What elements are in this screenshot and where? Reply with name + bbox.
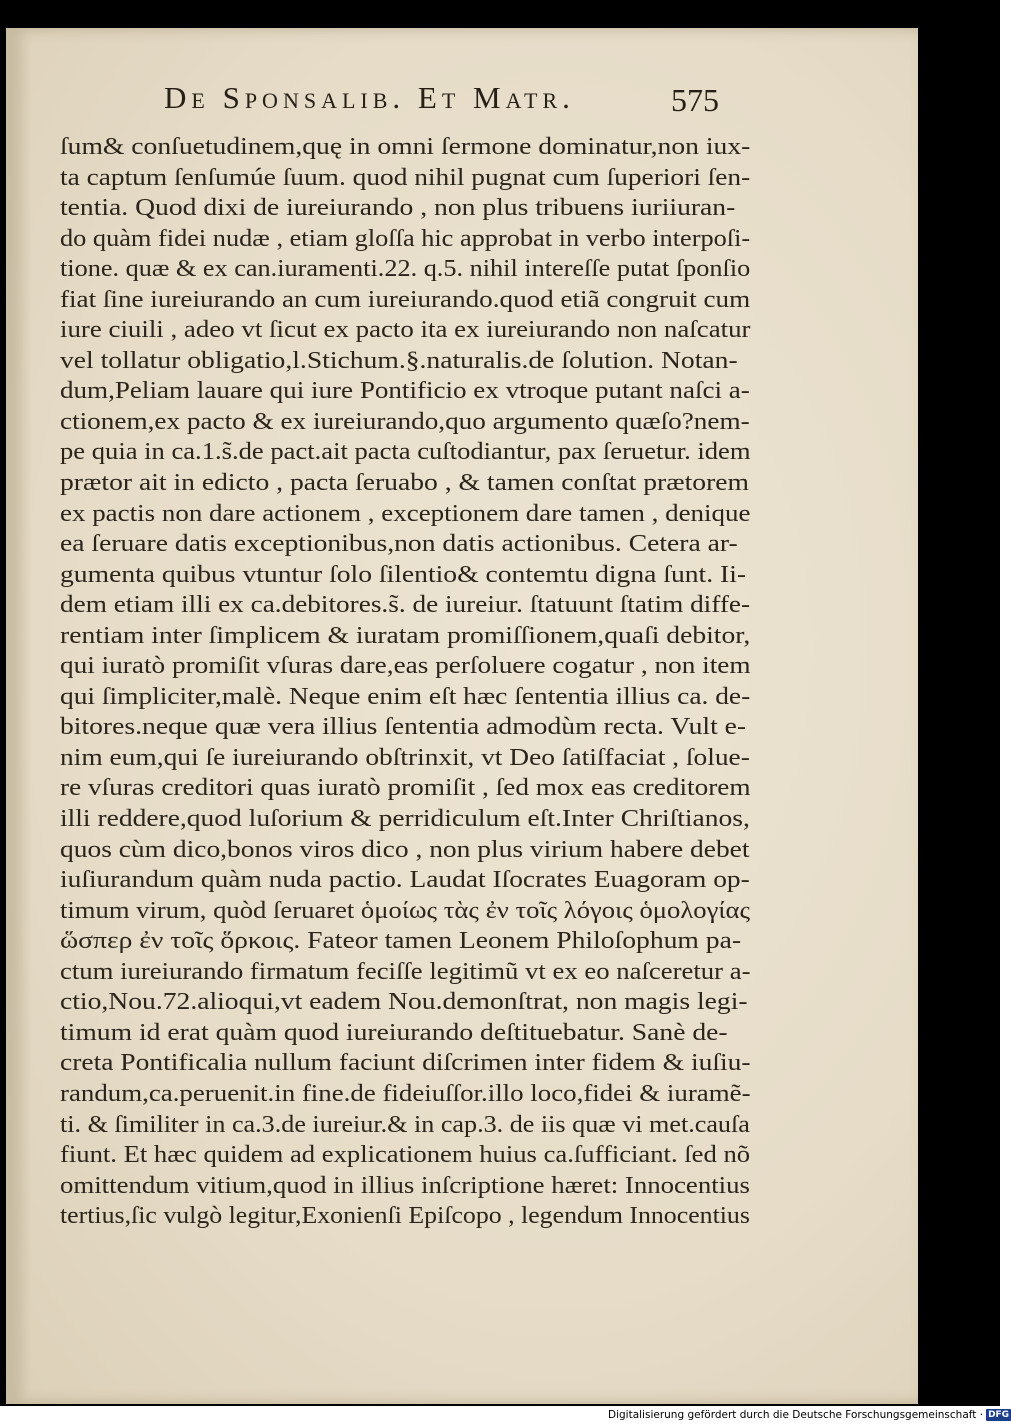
- text-block: [60, 132, 750, 1232]
- text-line: tentia. Quod dixi de iureiurando , non plus tribuens iuriiuran-: [60, 195, 736, 222]
- text-line: timum id erat quàm quod iureiurando deſtituebatur. Sanè de-: [60, 1019, 728, 1046]
- text-line: omittendum vitium,quod in illius inſcriptione hæret: Innocentius: [60, 1172, 750, 1199]
- text-line: prætor ait in edicto , pacta ſeruabo , & tamen conſtat prætorem: [60, 470, 750, 497]
- text-line: dem etiam illi ex ca.debitores.s̃. de iureiur. ſtatuunt ſtatim diffe-: [60, 592, 751, 619]
- dfg-logo-icon: DFG: [988, 1410, 1010, 1420]
- text-line: pe quia in ca.1.s̃.de pact.ait pacta cuſtodiantur, pax ſeruetur. idem: [60, 439, 751, 466]
- text-line: rentiam inter ſimplicem & iuratam promiſſionem,quaſi debitor,: [60, 622, 751, 649]
- text-line: qui iuratò promiſit vſuras dare,eas perſoluere cogatur , non item: [60, 653, 751, 680]
- text-line: ea ſeruare datis exceptionibus,non datis actionibus. Cetera ar-: [60, 531, 738, 558]
- text-line: illi reddere,quod luſorium & perridiculum eſt.Inter Chriſtianos,: [60, 806, 750, 833]
- book-page: [6, 28, 918, 1404]
- footer-credit: [608, 1409, 1011, 1421]
- text-line: iure ciuili , adeo vt ſicut ex pacto ita ex iureiurando non naſcatur: [60, 317, 751, 344]
- text-line: ctio,Nou.72.alioqui,vt eadem Nou.demonſtrat, non magis legi-: [60, 989, 748, 1016]
- text-line: iuſiurandum quàm nuda pactio. Laudat Iſocrates Euagoram op-: [60, 867, 750, 894]
- footer-text: Digitalisierung gefördert durch die Deutsche Forschungsgemeinschaft ·: [608, 1409, 984, 1421]
- text-line: ctum iureiurando firmatum feciſſe legitimũ vt ex eo naſceretur a-: [60, 958, 751, 985]
- text-line: dum,Peliam lauare qui iure Pontificio ex vtroque putant naſci a-: [60, 378, 750, 405]
- text-line: fiunt. Et hæc quidem ad explicationem huius ca.ſufficiant. ſed nõ: [60, 1142, 751, 1169]
- text-line: tione. quæ & ex can.iuramenti.22. q.5. nihil intereſſe putat ſponſio: [60, 256, 751, 283]
- text-line: ſum& conſuetudinem,quę in omni ſermone dominatur,non iux-: [60, 134, 751, 160]
- text-line: do quàm fidei nudæ , etiam gloſſa hic approbat in verbo interpoſi-: [60, 225, 751, 252]
- text-line: quos cùm dico,bonos viros dico , non plus virium habere debet: [60, 836, 750, 863]
- text-line: re vſuras creditori quas iuratò promiſit , ſed mox eas creditorem: [60, 775, 751, 802]
- text-line: ctionem,ex pacto & ex iureiurando,quo argumento quæſo?nem-: [60, 408, 750, 435]
- text-line: vel tollatur obligatio,l.Stichum.§.naturalis.de ſolution. Notan-: [60, 347, 738, 374]
- text-line: ti. & ſimiliter in ca.3.de iureiur.& in cap.3. de iis quæ vi met.cauſa: [60, 1111, 750, 1138]
- text-line: qui ſimpliciter,malè. Neque enim eſt hæc ſententia illius ca. de-: [60, 683, 751, 710]
- text-line: tertius,ſic vulgò legitur,Exonienſi Epiſcopo , legendum Innocentius: [60, 1203, 750, 1230]
- text-line: fiat ſine iureiurando an cum iureiurando.quod etiã congruit cum: [60, 286, 751, 313]
- text-line: nim eum,qui ſe iureiurando obſtrinxit, vt Deo ſatiſfaciat , ſolue-: [60, 744, 750, 771]
- text-line: ex pactis non dare actionem , exceptionem dare tamen , denique: [60, 500, 751, 527]
- text-line: gumenta quibus vtuntur ſolo ſilentio& contemtu digna ſunt. Ii-: [60, 561, 747, 588]
- page-gutter-shadow: [6, 28, 32, 1404]
- text-line: creta Pontificalia nullum faciunt diſcrimen inter fidem & iuſiu-: [60, 1050, 751, 1077]
- text-line: randum,ca.peruenit.in fine.de fideiuſſor.illo loco,fidei & iuramẽ-: [60, 1080, 751, 1107]
- text-line: ὥσπερ ἐν τοῖς ὅρκοις. Fateor tamen Leonem Philoſophum pa-: [60, 928, 742, 955]
- page-number: 575: [671, 82, 719, 118]
- running-head: De Sponsalib. Et Matr.: [164, 80, 575, 115]
- text-line: ta captum ſenſumúe ſuum. quod nihil pugnat cum ſuperiori ſen-: [60, 164, 751, 191]
- text-line: bitores.neque quæ vera illius ſententia admodùm recta. Vult e-: [60, 714, 747, 741]
- text-line: timum virum, quòd ſeruaret ὁμοίως τὰς ἐν τοῖς λόγοις ὁμολογίας: [60, 897, 751, 924]
